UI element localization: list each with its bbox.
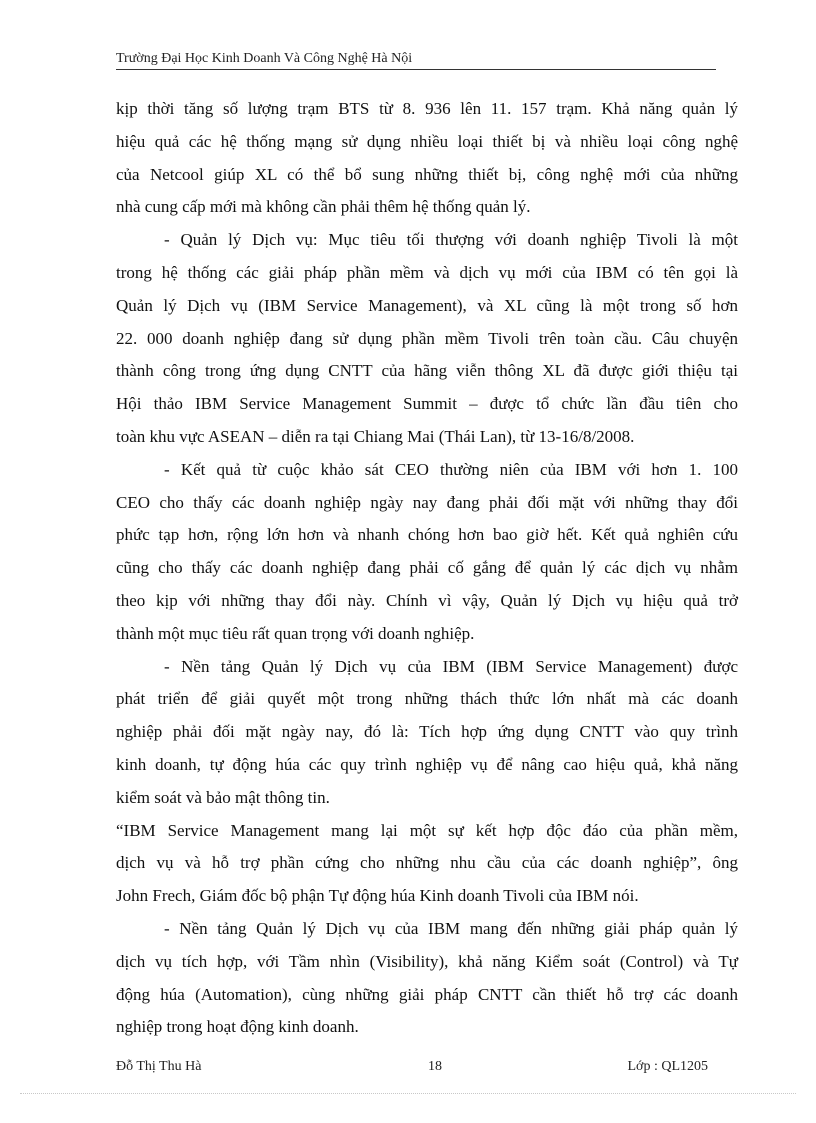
header-school-name: Trường Đại Học Kinh Doanh Và Công Nghệ Hà Nội	[116, 51, 413, 66]
body-line: CEO cho thấy các doanh nghiệp ngày nay đang phải đối mặt với những thay đổi	[116, 492, 738, 512]
body-line: Hội thảo IBM Service Management Summit – được tổ chức lần đầu tiên cho	[116, 394, 738, 414]
body-line: Quản lý Dịch vụ (IBM Service Management), và XL cũng là một trong số hơn	[116, 295, 738, 315]
body-line: kiểm soát và bảo mật thông tin.	[116, 787, 330, 807]
page-header	[116, 49, 716, 70]
body-line: thành một mục tiêu rất quan trọng với doanh nghiệp.	[116, 623, 475, 643]
body-line: phát triển để giải quyết một trong những thách thức lớn nhất mà các doanh	[116, 689, 738, 709]
body-line: kinh doanh, tự động húa các quy trình nghiệp vụ để nâng cao hiệu quả, khả năng	[116, 754, 738, 774]
body-line: toàn khu vực ASEAN – diễn ra tại Chiang Mai (Thái Lan), từ 13-16/8/2008.	[116, 426, 635, 446]
page-footer	[116, 1057, 716, 1077]
body-line: động húa (Automation), cùng những giải pháp CNTT cần thiết hỗ trợ các doanh	[116, 984, 738, 1004]
body-line: nhà cung cấp mới mà không cần phải thêm hệ thống quản lý.	[116, 197, 531, 217]
body-line: phức tạp hơn, rộng lớn hơn và nhanh chóng hơn bao giờ hết. Kết quả nghiên cứu	[116, 525, 738, 545]
body-line: - Nền tảng Quản lý Dịch vụ của IBM mang đến những giải pháp quản lý	[164, 918, 738, 938]
body-line: John Frech, Giám đốc bộ phận Tự động húa Kinh doanh Tivoli của IBM nói.	[116, 886, 639, 906]
body-line: - Quản lý Dịch vụ: Mục tiêu tối thượng với doanh nghiệp Tivoli là một	[164, 230, 738, 250]
footer-author: Đỗ Thị Thu Hà	[116, 1059, 202, 1074]
body-line: nghiệp phải đối mặt ngày nay, đó là: Tích hợp ứng dụng CNTT vào quy trình	[116, 722, 738, 742]
body-line: - Kết quả từ cuộc khảo sát CEO thường niên của IBM với hơn 1. 100	[164, 459, 738, 479]
document-body	[116, 93, 738, 1044]
body-line: thành công trong ứng dụng CNTT của hãng viễn thông XL đã được giới thiệu tại	[116, 361, 738, 381]
body-line: theo kịp với những thay đổi này. Chính vì vậy, Quản lý Dịch vụ hiệu quả trở	[116, 590, 738, 610]
body-line: kịp thời tăng số lượng trạm BTS từ 8. 936 lên 11. 157 trạm. Khả năng quản lý	[116, 99, 738, 118]
body-line: trong hệ thống các giải pháp phần mềm và dịch vụ mới của IBM có tên gọi là	[116, 262, 738, 282]
body-line: cũng cho thấy các doanh nghiệp đang phải cố gắng để quản lý các dịch vụ nhằm	[116, 558, 738, 578]
footer-page-number: 18	[428, 1059, 442, 1074]
body-line: dịch vụ và hỗ trợ phần cứng cho những nhu cầu của các doanh nghiệp”, ông	[116, 853, 738, 873]
body-line: “IBM Service Management mang lại một sự kết hợp độc đáo của phần mềm,	[116, 820, 738, 840]
body-line: nghiệp trong hoạt động kinh doanh.	[116, 1017, 359, 1037]
body-line: - Nền tảng Quản lý Dịch vụ của IBM (IBM Service Management) được	[164, 656, 738, 676]
page-bottom-divider	[20, 1093, 796, 1094]
body-line: của Netcool giúp XL có thể bổ sung những thiết bị, công nghệ mới của những	[116, 164, 738, 184]
body-line: 22. 000 doanh nghiệp đang sử dụng phần mềm Tivoli trên toàn cầu. Câu chuyện	[116, 328, 738, 348]
body-line: dịch vụ tích hợp, với Tầm nhìn (Visibility), khả năng Kiểm soát (Control) và Tự	[116, 951, 738, 971]
body-line: hiệu quả các hệ thống mạng sử dụng nhiều loại thiết bị và nhiều loại công nghệ	[116, 131, 738, 151]
footer-class-label: Lớp : QL1205	[627, 1059, 708, 1074]
